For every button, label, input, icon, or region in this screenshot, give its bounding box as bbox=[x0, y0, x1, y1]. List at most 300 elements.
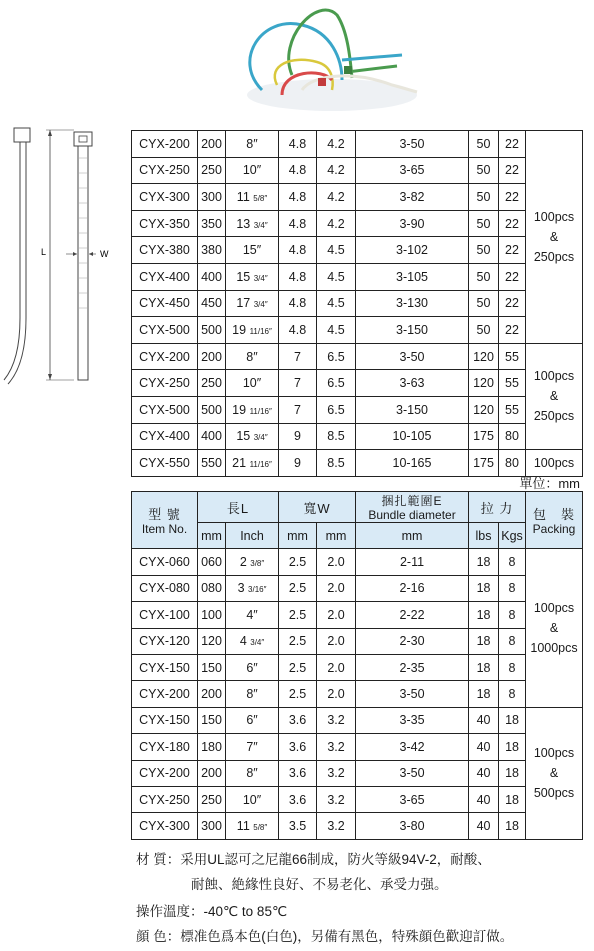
length-inch-cell bbox=[226, 370, 279, 397]
width-2-cell: 3.2 bbox=[317, 734, 356, 760]
length-inch-cell bbox=[226, 760, 279, 786]
length-mm-cell: 550 bbox=[198, 450, 226, 477]
bundle-diameter-cell: 2-35 bbox=[356, 654, 469, 680]
item-no-cell: CYX-120 bbox=[132, 628, 198, 654]
item-no-cell: CYX-380 bbox=[132, 237, 198, 264]
width-2-cell: 4.2 bbox=[317, 157, 356, 184]
length-mm-cell: 150 bbox=[198, 707, 226, 733]
packing-header-zh: 包 裝 bbox=[533, 507, 576, 523]
inch-fraction: 11/16″ bbox=[249, 459, 272, 469]
width-cell: 4.8 bbox=[279, 157, 317, 184]
length-mm-cell: 450 bbox=[198, 290, 226, 317]
table-row bbox=[132, 184, 583, 211]
length-mm-cell: 100 bbox=[198, 602, 226, 628]
cable-ties-photo bbox=[222, 0, 422, 118]
tensile-lbs-cell: 50 bbox=[469, 157, 499, 184]
inch-whole: 15″ bbox=[242, 243, 262, 258]
inch-fraction: 3/4″ bbox=[250, 638, 265, 648]
length-mm-cell: 500 bbox=[198, 396, 226, 423]
item-no-cell: CYX-350 bbox=[132, 210, 198, 237]
bundle-diameter-cell: 10-105 bbox=[356, 423, 469, 450]
tensile-lbs-cell: 50 bbox=[469, 263, 499, 290]
tensile-lbs-cell: 50 bbox=[469, 184, 499, 211]
length-inch-cell bbox=[226, 734, 279, 760]
width-2-cell: 3.2 bbox=[317, 813, 356, 839]
length-mm-cell: 200 bbox=[198, 760, 226, 786]
width-cell: 3.6 bbox=[279, 734, 317, 760]
width-cell: 4.8 bbox=[279, 131, 317, 158]
item-no-cell: CYX-500 bbox=[132, 317, 198, 344]
bundle-diameter-cell: 3-105 bbox=[356, 263, 469, 290]
width-2-cell: 6.5 bbox=[317, 343, 356, 370]
tensile-kgs-cell: 22 bbox=[499, 317, 526, 344]
tensile-lbs-cell: 50 bbox=[469, 317, 499, 344]
tensile-lbs-cell: 40 bbox=[469, 707, 499, 733]
length-mm-cell: 060 bbox=[198, 549, 226, 575]
table-row bbox=[132, 343, 583, 370]
packing-line: 250pcs bbox=[533, 409, 575, 424]
width-mm-header-1: mm bbox=[279, 523, 317, 549]
inch-fraction: 5/8″ bbox=[253, 193, 268, 203]
width-2-cell: 6.5 bbox=[317, 396, 356, 423]
length-mm-cell: 300 bbox=[198, 184, 226, 211]
length-mm-cell: 120 bbox=[198, 628, 226, 654]
width-cell: 2.5 bbox=[279, 654, 317, 680]
table-2-header-row bbox=[132, 492, 583, 523]
item-no-cell: CYX-060 bbox=[132, 549, 198, 575]
packing-line: & bbox=[549, 389, 559, 404]
length-inch-cell bbox=[226, 549, 279, 575]
tensile-lbs-cell: 175 bbox=[469, 450, 499, 477]
table-row bbox=[132, 237, 583, 264]
length-mm-cell: 350 bbox=[198, 210, 226, 237]
lbs-header: lbs bbox=[469, 523, 499, 549]
table-row bbox=[132, 396, 583, 423]
length-mm-cell: 250 bbox=[198, 157, 226, 184]
length-inch-cell bbox=[226, 602, 279, 628]
width-cell: 7 bbox=[279, 370, 317, 397]
table-row bbox=[132, 317, 583, 344]
length-inch-cell bbox=[226, 654, 279, 680]
length-inch-cell bbox=[226, 343, 279, 370]
length-inch-cell bbox=[226, 263, 279, 290]
width-2-cell: 3.2 bbox=[317, 786, 356, 812]
length-inch-cell bbox=[226, 628, 279, 654]
table-row bbox=[132, 210, 583, 237]
tensile-lbs-cell: 40 bbox=[469, 734, 499, 760]
tensile-kgs-cell: 22 bbox=[499, 237, 526, 264]
tensile-lbs-cell: 40 bbox=[469, 813, 499, 839]
tensile-kgs-cell: 18 bbox=[499, 760, 526, 786]
length-inch-cell bbox=[226, 317, 279, 344]
item-no-cell: CYX-100 bbox=[132, 602, 198, 628]
width-cell: 4.8 bbox=[279, 210, 317, 237]
width-2-cell: 2.0 bbox=[317, 654, 356, 680]
tensile-kgs-cell: 55 bbox=[499, 343, 526, 370]
length-inch-cell bbox=[226, 210, 279, 237]
width-cell: 2.5 bbox=[279, 549, 317, 575]
length-inch-cell bbox=[226, 450, 279, 477]
bundle-diameter-cell: 3-150 bbox=[356, 317, 469, 344]
bundle-diameter-cell: 3-102 bbox=[356, 237, 469, 264]
bundle-diameter-cell: 2-11 bbox=[356, 549, 469, 575]
width-2-cell: 3.2 bbox=[317, 707, 356, 733]
inch-fraction: 11/16″ bbox=[249, 326, 272, 336]
length-mm-cell: 250 bbox=[198, 370, 226, 397]
tensile-kgs-cell: 8 bbox=[499, 602, 526, 628]
length-mm-cell: 380 bbox=[198, 237, 226, 264]
tensile-lbs-cell: 50 bbox=[469, 290, 499, 317]
length-inch-cell bbox=[226, 131, 279, 158]
tensile-lbs-cell: 120 bbox=[469, 370, 499, 397]
tensile-lbs-cell: 120 bbox=[469, 343, 499, 370]
bundle-diameter-cell: 2-22 bbox=[356, 602, 469, 628]
item-header bbox=[132, 492, 198, 549]
tensile-lbs-cell: 18 bbox=[469, 681, 499, 707]
width-2-cell: 8.5 bbox=[317, 423, 356, 450]
inch-whole: 10″ bbox=[242, 376, 262, 391]
width-cell: 4.8 bbox=[279, 290, 317, 317]
width-2-cell: 2.0 bbox=[317, 628, 356, 654]
length-inch-cell bbox=[226, 157, 279, 184]
inch-whole: 11 bbox=[236, 189, 254, 204]
tensile-kgs-cell: 22 bbox=[499, 184, 526, 211]
packing-line: & bbox=[549, 621, 559, 636]
bundle-diameter-cell: 3-42 bbox=[356, 734, 469, 760]
width-2-cell: 4.2 bbox=[317, 184, 356, 211]
length-mm-cell: 400 bbox=[198, 423, 226, 450]
inch-whole: 8″ bbox=[246, 349, 258, 364]
inch-whole: 19 bbox=[232, 402, 250, 417]
tensile-kgs-cell: 8 bbox=[499, 628, 526, 654]
length-inch-cell bbox=[226, 575, 279, 601]
cable-tie-spec-table-1 bbox=[131, 130, 583, 477]
packing-cell bbox=[526, 707, 583, 839]
width-cell: 3.6 bbox=[279, 760, 317, 786]
length-inch-header: Inch bbox=[226, 523, 279, 549]
tensile-lbs-cell: 18 bbox=[469, 628, 499, 654]
tensile-kgs-cell: 8 bbox=[499, 575, 526, 601]
item-no-cell: CYX-200 bbox=[132, 343, 198, 370]
inch-fraction: 3/8″ bbox=[250, 559, 265, 569]
bundle-diameter-cell: 3-65 bbox=[356, 157, 469, 184]
packing-line: 1000pcs bbox=[530, 641, 578, 656]
length-mm-cell: 180 bbox=[198, 734, 226, 760]
table-row bbox=[132, 263, 583, 290]
length-mm-cell: 200 bbox=[198, 343, 226, 370]
bundle-diameter-cell: 3-82 bbox=[356, 184, 469, 211]
item-no-cell: CYX-200 bbox=[132, 131, 198, 158]
temperature-note: 操作溫度：-40℃ to 85℃ bbox=[136, 904, 288, 919]
item-no-cell: CYX-250 bbox=[132, 786, 198, 812]
length-inch-cell bbox=[226, 786, 279, 812]
width-2-cell: 4.5 bbox=[317, 317, 356, 344]
table-row bbox=[132, 786, 583, 812]
tensile-kgs-cell: 22 bbox=[499, 157, 526, 184]
length-mm-header: mm bbox=[198, 523, 226, 549]
bundle-mm-header: mm bbox=[356, 523, 469, 549]
tensile-lbs-cell: 50 bbox=[469, 131, 499, 158]
bundle-header-en: Bundle diameter bbox=[368, 508, 456, 522]
tensile-lbs-cell: 175 bbox=[469, 423, 499, 450]
packing-line: 100pcs bbox=[533, 455, 575, 470]
length-inch-cell bbox=[226, 707, 279, 733]
color-note: 顔 色：標准色爲本色(白色)，另備有黑色，特殊顔色歡迎訂做。 bbox=[136, 929, 514, 944]
tensile-kgs-cell: 8 bbox=[499, 681, 526, 707]
width-2-cell: 4.2 bbox=[317, 210, 356, 237]
item-no-cell: CYX-300 bbox=[132, 813, 198, 839]
item-no-cell: CYX-300 bbox=[132, 184, 198, 211]
length-header: 長L bbox=[198, 492, 279, 523]
bundle-diameter-cell: 3-130 bbox=[356, 290, 469, 317]
item-no-cell: CYX-250 bbox=[132, 370, 198, 397]
tensile-kgs-cell: 18 bbox=[499, 734, 526, 760]
table-2-subheader-row bbox=[132, 523, 583, 549]
tensile-kgs-cell: 22 bbox=[499, 263, 526, 290]
inch-fraction: 3/4″ bbox=[253, 300, 268, 310]
packing-line: 100pcs bbox=[533, 369, 575, 384]
width-cell: 2.5 bbox=[279, 681, 317, 707]
table-row bbox=[132, 450, 583, 477]
tensile-kgs-cell: 22 bbox=[499, 131, 526, 158]
inch-whole: 19 bbox=[232, 322, 250, 337]
table-row bbox=[132, 760, 583, 786]
item-header-zh: 型 號 bbox=[148, 507, 181, 523]
width-cell: 2.5 bbox=[279, 628, 317, 654]
width-2-cell: 4.5 bbox=[317, 290, 356, 317]
tensile-kgs-cell: 8 bbox=[499, 654, 526, 680]
inch-whole: 10″ bbox=[242, 163, 262, 178]
table-row bbox=[132, 654, 583, 680]
inch-whole: 6″ bbox=[246, 660, 258, 675]
width-2-cell: 2.0 bbox=[317, 575, 356, 601]
item-no-cell: CYX-250 bbox=[132, 157, 198, 184]
table-row bbox=[132, 813, 583, 839]
width-cell: 9 bbox=[279, 450, 317, 477]
tensile-lbs-cell: 18 bbox=[469, 549, 499, 575]
item-no-cell: CYX-150 bbox=[132, 707, 198, 733]
length-mm-cell: 500 bbox=[198, 317, 226, 344]
bundle-diameter-cell: 3-35 bbox=[356, 707, 469, 733]
item-no-cell: CYX-550 bbox=[132, 450, 198, 477]
packing-cell bbox=[526, 131, 583, 344]
packing-header bbox=[526, 492, 583, 549]
width-2-cell: 2.0 bbox=[317, 602, 356, 628]
inch-whole: 7″ bbox=[246, 739, 258, 754]
packing-cell bbox=[526, 549, 583, 707]
packing-line: 100pcs bbox=[533, 746, 575, 761]
width-cell: 2.5 bbox=[279, 602, 317, 628]
tensile-kgs-cell: 8 bbox=[499, 549, 526, 575]
item-no-cell: CYX-200 bbox=[132, 681, 198, 707]
width-2-cell: 2.0 bbox=[317, 681, 356, 707]
tensile-kgs-cell: 55 bbox=[499, 396, 526, 423]
bundle-header-zh: 捆扎範圍E bbox=[381, 494, 443, 508]
bundle-diameter-cell: 2-16 bbox=[356, 575, 469, 601]
tensile-lbs-cell: 18 bbox=[469, 602, 499, 628]
table-row bbox=[132, 575, 583, 601]
width-2-cell: 4.2 bbox=[317, 131, 356, 158]
inch-whole: 6″ bbox=[246, 713, 258, 728]
inch-whole: 4″ bbox=[246, 607, 258, 622]
length-mm-cell: 150 bbox=[198, 654, 226, 680]
item-no-cell: CYX-200 bbox=[132, 760, 198, 786]
table-row bbox=[132, 707, 583, 733]
material-note: 材 質：采用UL認可之尼龍66制成，防火等級94V-2，耐酸、 bbox=[136, 852, 491, 867]
tensile-kgs-cell: 18 bbox=[499, 707, 526, 733]
length-inch-cell bbox=[226, 423, 279, 450]
bundle-diameter-cell: 10-165 bbox=[356, 450, 469, 477]
tensile-lbs-cell: 18 bbox=[469, 654, 499, 680]
width-cell: 3.5 bbox=[279, 813, 317, 839]
item-no-cell: CYX-150 bbox=[132, 654, 198, 680]
tensile-lbs-cell: 40 bbox=[469, 786, 499, 812]
item-no-cell: CYX-080 bbox=[132, 575, 198, 601]
width-cell: 4.8 bbox=[279, 317, 317, 344]
packing-line: & bbox=[549, 229, 559, 244]
kgs-header: Kgs bbox=[499, 523, 526, 549]
inch-whole: 13 bbox=[236, 216, 254, 231]
width-label: W bbox=[100, 249, 109, 259]
item-no-cell: CYX-180 bbox=[132, 734, 198, 760]
width-2-cell: 4.5 bbox=[317, 237, 356, 264]
packing-line: 250pcs bbox=[533, 249, 575, 264]
packing-line: 500pcs bbox=[533, 786, 575, 801]
bundle-diameter-cell: 3-90 bbox=[356, 210, 469, 237]
bundle-diameter-cell: 2-30 bbox=[356, 628, 469, 654]
unit-label: 單位：mm bbox=[519, 476, 580, 491]
tensile-lbs-cell: 18 bbox=[469, 575, 499, 601]
width-cell: 3.6 bbox=[279, 786, 317, 812]
inch-whole: 21 bbox=[232, 455, 250, 470]
inch-whole: 8″ bbox=[246, 687, 258, 702]
length-mm-cell: 400 bbox=[198, 263, 226, 290]
cable-tie-dimension-drawing bbox=[0, 118, 130, 388]
item-no-cell: CYX-500 bbox=[132, 396, 198, 423]
inch-whole: 2 bbox=[239, 555, 251, 570]
table-2-body bbox=[132, 549, 583, 839]
width-cell: 7 bbox=[279, 396, 317, 423]
table-row bbox=[132, 157, 583, 184]
length-inch-cell bbox=[226, 813, 279, 839]
length-inch-cell bbox=[226, 237, 279, 264]
inch-fraction: 11/16″ bbox=[249, 406, 272, 416]
tensile-kgs-cell: 22 bbox=[499, 290, 526, 317]
inch-whole: 8″ bbox=[246, 766, 258, 781]
inch-fraction: 3/4″ bbox=[253, 273, 268, 283]
length-inch-cell bbox=[226, 184, 279, 211]
table-row bbox=[132, 290, 583, 317]
item-no-cell: CYX-450 bbox=[132, 290, 198, 317]
width-header: 寬W bbox=[279, 492, 356, 523]
tensile-kgs-cell: 22 bbox=[499, 210, 526, 237]
bundle-diameter-cell: 3-50 bbox=[356, 681, 469, 707]
inch-whole: 17 bbox=[236, 296, 254, 311]
bundle-diameter-cell: 3-63 bbox=[356, 370, 469, 397]
table-row bbox=[132, 628, 583, 654]
length-mm-cell: 080 bbox=[198, 575, 226, 601]
tensile-lbs-cell: 120 bbox=[469, 396, 499, 423]
table-row bbox=[132, 602, 583, 628]
bundle-diameter-cell: 3-50 bbox=[356, 131, 469, 158]
inch-whole: 10″ bbox=[242, 792, 262, 807]
width-2-cell: 2.0 bbox=[317, 549, 356, 575]
item-no-cell: CYX-400 bbox=[132, 423, 198, 450]
bundle-diameter-cell: 3-50 bbox=[356, 760, 469, 786]
bundle-diameter-cell: 3-80 bbox=[356, 813, 469, 839]
tensile-lbs-cell: 50 bbox=[469, 237, 499, 264]
length-mm-cell: 200 bbox=[198, 681, 226, 707]
width-cell: 3.6 bbox=[279, 707, 317, 733]
length-mm-cell: 300 bbox=[198, 813, 226, 839]
length-inch-cell bbox=[226, 290, 279, 317]
item-no-cell: CYX-400 bbox=[132, 263, 198, 290]
item-header-en: Item No. bbox=[141, 522, 188, 537]
length-inch-cell bbox=[226, 396, 279, 423]
tensile-kgs-cell: 55 bbox=[499, 370, 526, 397]
packing-line: & bbox=[549, 766, 559, 781]
inch-whole: 3 bbox=[237, 581, 249, 596]
width-2-cell: 3.2 bbox=[317, 760, 356, 786]
tensile-lbs-cell: 50 bbox=[469, 210, 499, 237]
table-row bbox=[132, 734, 583, 760]
material-note-cont: 耐蝕、絶緣性良好、不易老化、承受力强。 bbox=[191, 877, 448, 892]
inch-whole: 11 bbox=[236, 818, 254, 833]
width-2-cell: 4.5 bbox=[317, 263, 356, 290]
table-row bbox=[132, 549, 583, 575]
tensile-kgs-cell: 80 bbox=[499, 423, 526, 450]
length-mm-cell: 250 bbox=[198, 786, 226, 812]
packing-line: 100pcs bbox=[533, 601, 575, 616]
width-cell: 4.8 bbox=[279, 184, 317, 211]
bundle-header bbox=[356, 492, 469, 523]
width-mm-header-2: mm bbox=[317, 523, 356, 549]
width-cell: 4.8 bbox=[279, 263, 317, 290]
table-row bbox=[132, 131, 583, 158]
inch-fraction: 3/4″ bbox=[253, 220, 268, 230]
inch-fraction: 5/8″ bbox=[253, 822, 268, 832]
tensile-lbs-cell: 40 bbox=[469, 760, 499, 786]
bundle-diameter-cell: 3-50 bbox=[356, 343, 469, 370]
inch-fraction: 3/16″ bbox=[248, 585, 267, 595]
inch-fraction: 3/4″ bbox=[253, 433, 268, 443]
inch-whole: 15 bbox=[236, 429, 254, 444]
table-1-body bbox=[132, 131, 583, 477]
inch-whole: 4 bbox=[239, 634, 251, 649]
length-mm-cell: 200 bbox=[198, 131, 226, 158]
packing-header-en: Packing bbox=[532, 522, 576, 537]
table-row bbox=[132, 423, 583, 450]
width-cell: 2.5 bbox=[279, 575, 317, 601]
width-2-cell: 8.5 bbox=[317, 450, 356, 477]
width-cell: 4.8 bbox=[279, 237, 317, 264]
packing-line: 100pcs bbox=[533, 209, 575, 224]
width-cell: 9 bbox=[279, 423, 317, 450]
table-row bbox=[132, 681, 583, 707]
tensile-kgs-cell: 80 bbox=[499, 450, 526, 477]
tensile-kgs-cell: 18 bbox=[499, 813, 526, 839]
width-2-cell: 6.5 bbox=[317, 370, 356, 397]
tensile-kgs-cell: 18 bbox=[499, 786, 526, 812]
width-cell: 7 bbox=[279, 343, 317, 370]
bundle-diameter-cell: 3-150 bbox=[356, 396, 469, 423]
length-label: L bbox=[41, 247, 47, 257]
inch-whole: 8″ bbox=[246, 136, 258, 151]
length-inch-cell bbox=[226, 681, 279, 707]
table-row bbox=[132, 370, 583, 397]
inch-whole: 15 bbox=[236, 269, 254, 284]
bundle-diameter-cell: 3-65 bbox=[356, 786, 469, 812]
